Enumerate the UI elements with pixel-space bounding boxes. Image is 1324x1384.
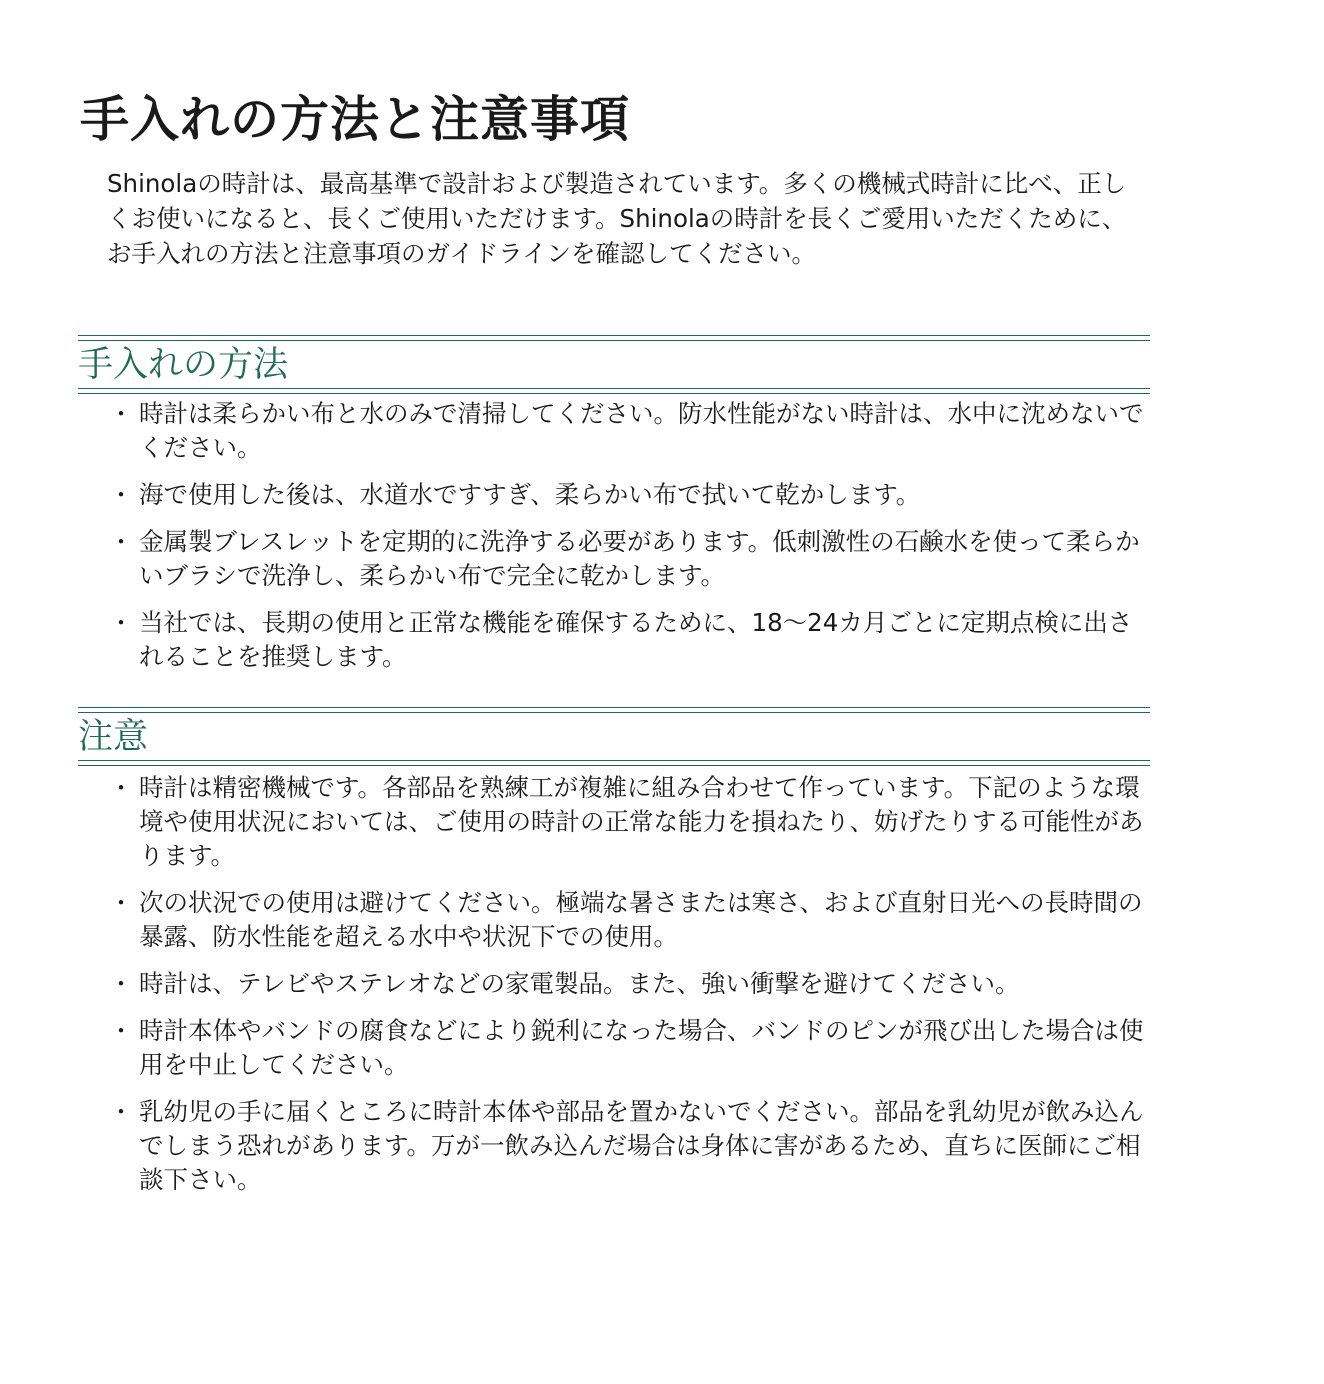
list-item (107, 397, 1152, 465)
list-item (107, 525, 1152, 593)
list-item-text: 次の状況での使用は避けてください。極端な暑さまたは寒さ、および直射日光への長時間の暴露、防水性能を超える水中や状況下での使用。 (139, 888, 1143, 951)
list-item-text: 時計本体やバンドの腐食などにより鋭利になった場合、バンドのピンが飛び出した場合は使用を中止してください。 (139, 1016, 1144, 1079)
section-rule-bottom (78, 760, 1150, 766)
list-item-text: 時計は柔らかい布と水のみで清掃してください。防水性能がない時計は、水中に沈めないでください。 (139, 399, 1144, 462)
care-list (107, 397, 1152, 687)
bullet-icon: ・ (109, 970, 133, 998)
intro-paragraph: Shinolaの時計は、最高基準で設計および製造されています。多くの機械式時計に比べ、正しくお使いになると、長くご使用いただけます。Shinolaの時計を長くご愛用いただくために、お手入れの方法と注意事項のガイドラインを確認してください。 (107, 169, 1127, 268)
list-item (107, 1095, 1152, 1197)
list-item-text: 金属製ブレスレットを定期的に洗浄する必要があります。低刺激性の石鹸水を使って柔らかいブラシで洗浄し、柔らかい布で完全に乾かします。 (139, 527, 1140, 590)
list-item-text: 当社では、長期の使用と正常な機能を確保するために、18〜24カ月ごとに定期点検に出されることを推奨します。 (139, 608, 1133, 671)
bullet-icon: ・ (109, 1017, 133, 1045)
list-item-text: 乳幼児の手に届くところに時計本体や部品を置かないでください。部品を乳幼児が飲み込んでしまう恐れがあります。万が一飲み込んだ場合は身体に害があるため、直ちに医師にご相談下さい。 (139, 1097, 1144, 1194)
list-item (107, 967, 1152, 1001)
bullet-icon: ・ (109, 774, 133, 802)
care-section-title: 手入れの方法 (78, 345, 289, 385)
bullet-icon: ・ (109, 889, 133, 917)
bullet-icon: ・ (109, 609, 133, 637)
caution-section-title: 注意 (78, 717, 149, 757)
bullet-icon: ・ (109, 400, 133, 428)
bullet-icon: ・ (109, 481, 133, 509)
list-item-text: 時計は精密機械です。各部品を熟練工が複雑に組み合わせて作っています。下記のような環境や使用状況においては、ご使用の時計の正常な能力を損ねたり、妨げたりする可能性があります。 (139, 773, 1144, 870)
bullet-icon: ・ (109, 528, 133, 556)
list-item-text: 海で使用した後は、水道水ですすぎ、柔らかい布で拭いて乾かします。 (139, 480, 921, 509)
care-section-heading (78, 335, 1150, 394)
list-item-text: 時計は、テレビやステレオなどの家電製品。また、強い衝撃を避けてください。 (139, 969, 1020, 998)
page-title: 手入れの方法と注意事項 (80, 91, 631, 148)
caution-list (107, 771, 1152, 1210)
list-item (107, 606, 1152, 674)
list-item (107, 478, 1152, 512)
caution-section-heading (78, 707, 1150, 766)
list-item (107, 771, 1152, 873)
section-rule-bottom (78, 388, 1150, 394)
list-item (107, 886, 1152, 954)
bullet-icon: ・ (109, 1098, 133, 1126)
list-item (107, 1014, 1152, 1082)
